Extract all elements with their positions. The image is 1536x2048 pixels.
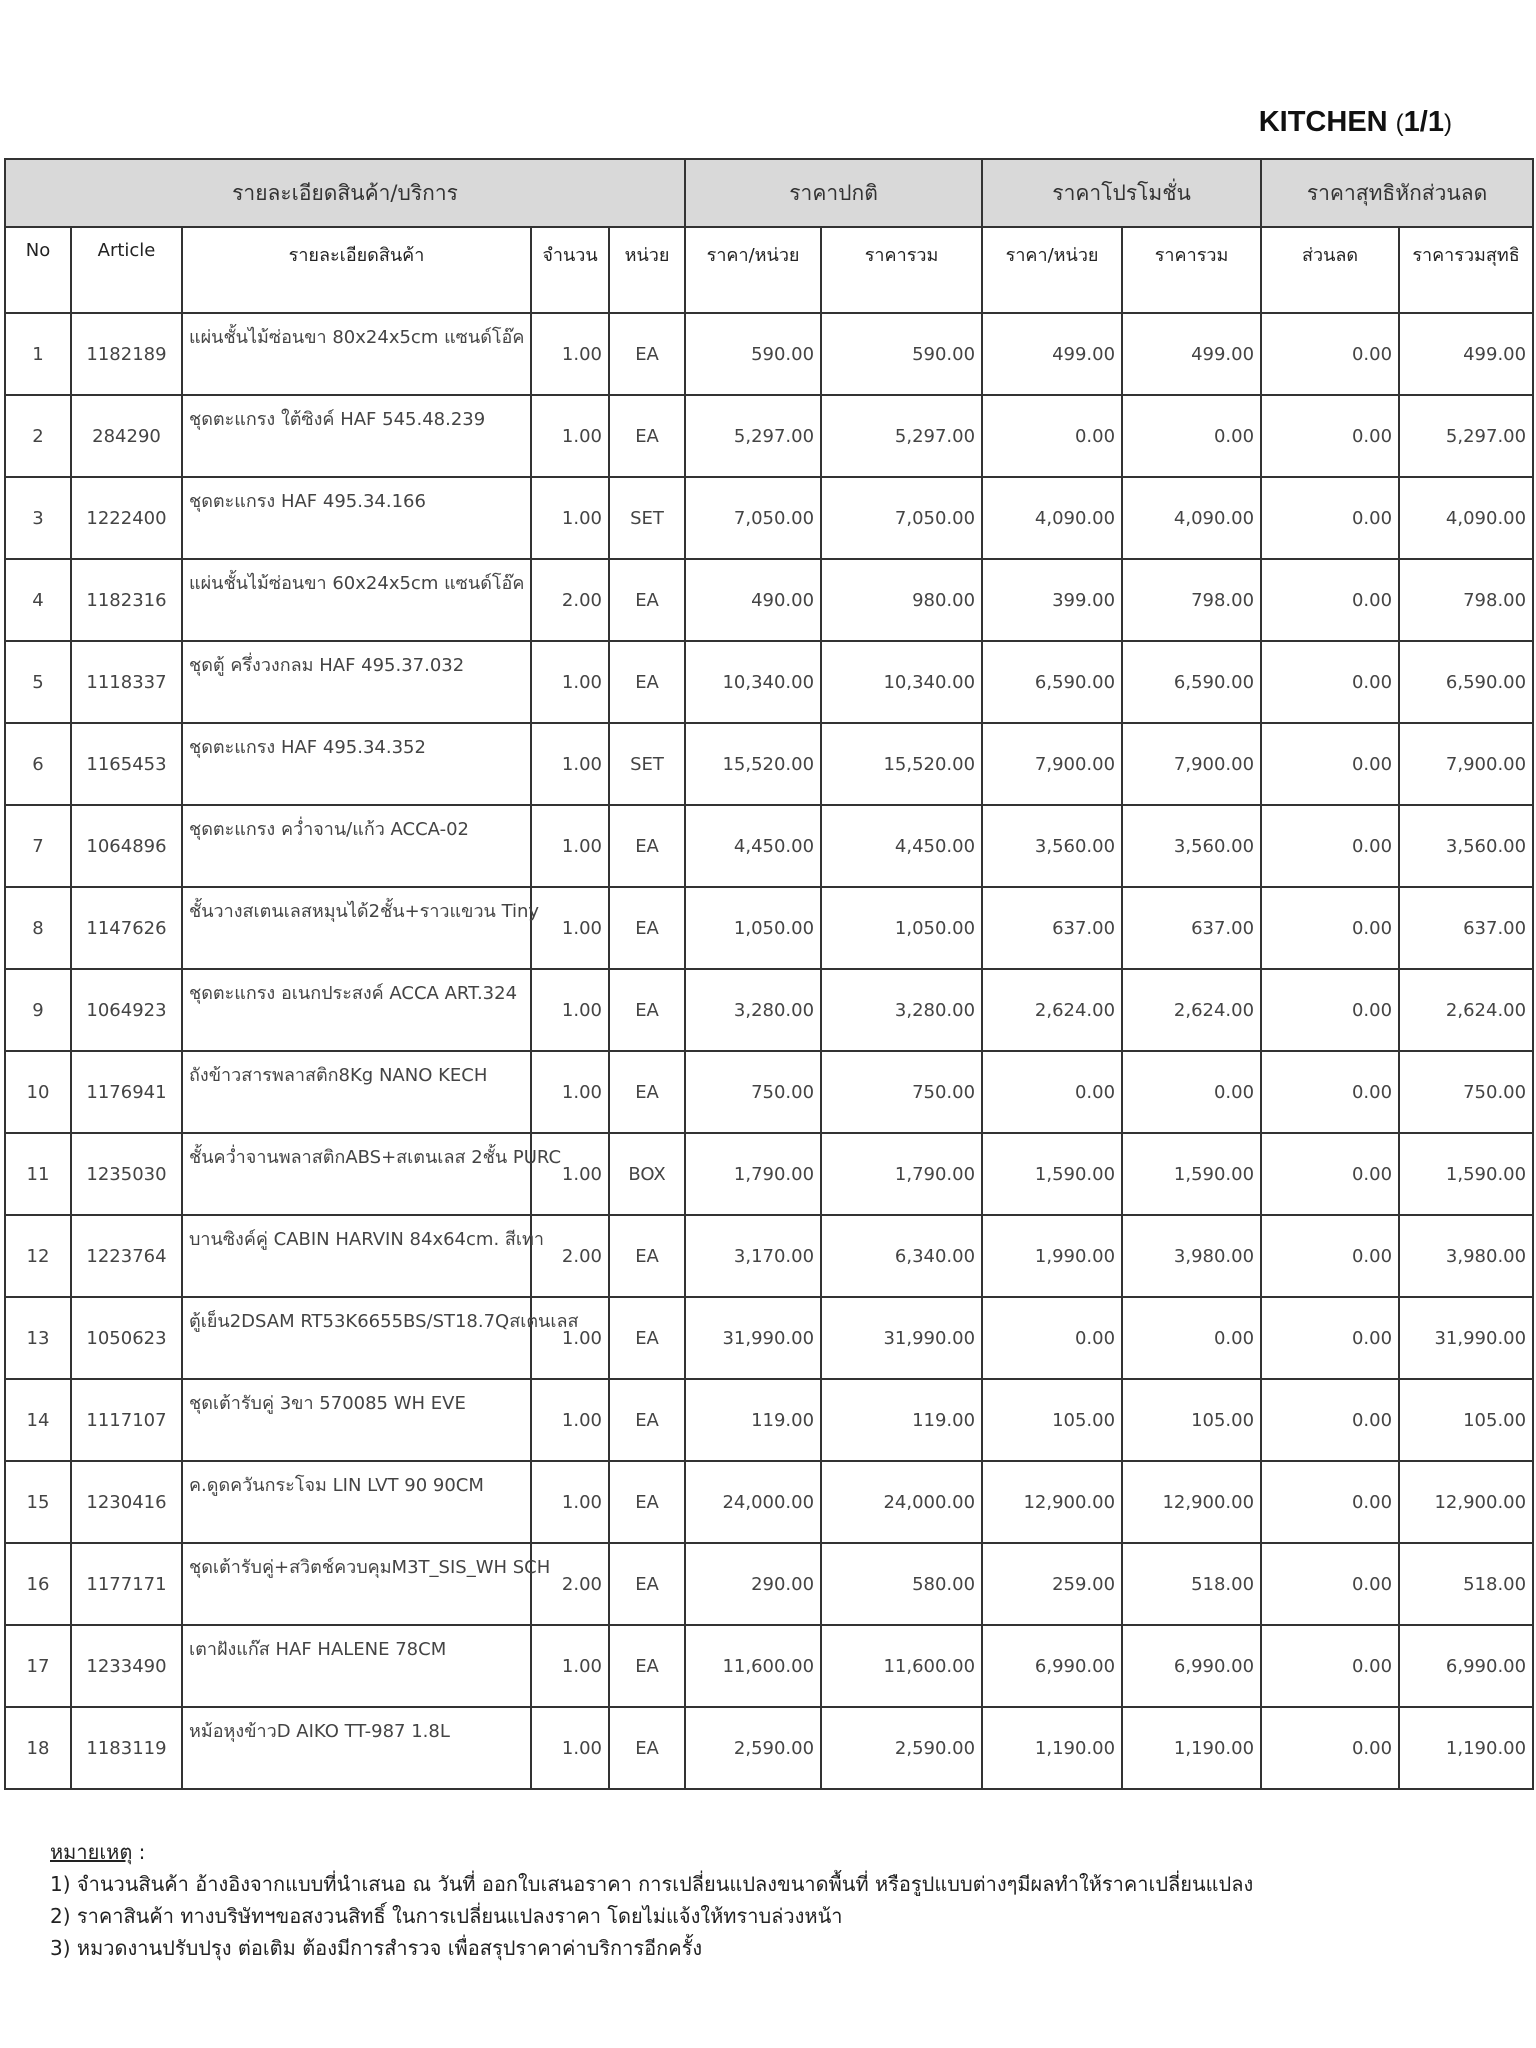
col-header-promo-unit-price: ราคา/หน่วย	[982, 227, 1122, 313]
cell-unit-price: 1,050.00	[685, 887, 821, 969]
cell-net-total: 31,990.00	[1399, 1297, 1533, 1379]
cell-net-total: 499.00	[1399, 313, 1533, 395]
cell-unit: EA	[609, 1215, 685, 1297]
cell-article: 1233490	[71, 1625, 182, 1707]
cell-net-total: 1,190.00	[1399, 1707, 1533, 1789]
cell-promo-total: 798.00	[1122, 559, 1261, 641]
group-header-promotion-price: ราคาโปรโมชั่น	[982, 159, 1261, 227]
cell-discount: 0.00	[1261, 559, 1399, 641]
cell-unit-price: 290.00	[685, 1543, 821, 1625]
cell-unit: EA	[609, 1297, 685, 1379]
cell-total: 5,297.00	[821, 395, 982, 477]
cell-article: 284290	[71, 395, 182, 477]
cell-no: 1	[5, 313, 71, 395]
cell-article: 1147626	[71, 887, 182, 969]
cell-quantity: 1.00	[531, 723, 609, 805]
cell-no: 6	[5, 723, 71, 805]
cell-unit: BOX	[609, 1133, 685, 1215]
cell-net-total: 637.00	[1399, 887, 1533, 969]
group-header-regular-price: ราคาปกติ	[685, 159, 982, 227]
cell-description: แผ่นชั้นไม้ซ่อนขา 60x24x5cm แซนด์โอ๊ค	[182, 559, 531, 641]
cell-article: 1235030	[71, 1133, 182, 1215]
cell-discount: 0.00	[1261, 887, 1399, 969]
cell-no: 2	[5, 395, 71, 477]
cell-unit: EA	[609, 805, 685, 887]
cell-promo-unit-price: 1,990.00	[982, 1215, 1122, 1297]
cell-quantity: 2.00	[531, 1543, 609, 1625]
cell-no: 4	[5, 559, 71, 641]
cell-total: 2,590.00	[821, 1707, 982, 1789]
cell-quantity: 1.00	[531, 641, 609, 723]
cell-promo-unit-price: 0.00	[982, 395, 1122, 477]
table-row	[5, 1133, 1533, 1215]
cell-description: ชุดตะแกรง ใต้ซิงค์ HAF 545.48.239	[182, 395, 531, 477]
cell-promo-unit-price: 7,900.00	[982, 723, 1122, 805]
col-header-discount: ส่วนลด	[1261, 227, 1399, 313]
cell-quantity: 1.00	[531, 477, 609, 559]
cell-unit: EA	[609, 1461, 685, 1543]
cell-net-total: 6,990.00	[1399, 1625, 1533, 1707]
cell-description: ชุดตะแกรง HAF 495.34.352	[182, 723, 531, 805]
cell-unit: EA	[609, 1379, 685, 1461]
col-header-promo-total: ราคารวม	[1122, 227, 1261, 313]
cell-net-total: 1,590.00	[1399, 1133, 1533, 1215]
cell-quantity: 2.00	[531, 1215, 609, 1297]
cell-article: 1223764	[71, 1215, 182, 1297]
cell-no: 18	[5, 1707, 71, 1789]
col-header-article: Article	[71, 227, 182, 313]
group-header-net-price: ราคาสุทธิหักส่วนลด	[1261, 159, 1533, 227]
cell-description: แผ่นชั้นไม้ซ่อนขา 80x24x5cm แซนด์โอ๊ค	[182, 313, 531, 395]
cell-unit: EA	[609, 1707, 685, 1789]
cell-promo-unit-price: 4,090.00	[982, 477, 1122, 559]
cell-promo-total: 637.00	[1122, 887, 1261, 969]
cell-discount: 0.00	[1261, 1461, 1399, 1543]
cell-unit-price: 24,000.00	[685, 1461, 821, 1543]
table-row	[5, 723, 1533, 805]
group-header-row	[5, 159, 1533, 227]
cell-total: 750.00	[821, 1051, 982, 1133]
page-title-text: KITCHEN	[1258, 106, 1388, 138]
cell-total: 7,050.00	[821, 477, 982, 559]
table-row	[5, 477, 1533, 559]
cell-promo-unit-price: 1,190.00	[982, 1707, 1122, 1789]
cell-net-total: 7,900.00	[1399, 723, 1533, 805]
cell-unit-price: 7,050.00	[685, 477, 821, 559]
cell-description: ชั้นวางสเตนเลสหมุนได้2ชั้น+ราวแขวน Tiny	[182, 887, 531, 969]
cell-promo-total: 4,090.00	[1122, 477, 1261, 559]
cell-article: 1117107	[71, 1379, 182, 1461]
cell-net-total: 4,090.00	[1399, 477, 1533, 559]
col-header-net-total: ราคารวมสุทธิ	[1399, 227, 1533, 313]
cell-quantity: 1.00	[531, 1297, 609, 1379]
cell-no: 7	[5, 805, 71, 887]
cell-promo-total: 0.00	[1122, 1051, 1261, 1133]
cell-article: 1182189	[71, 313, 182, 395]
table-row	[5, 969, 1533, 1051]
cell-unit-price: 31,990.00	[685, 1297, 821, 1379]
table-row	[5, 1051, 1533, 1133]
cell-quantity: 1.00	[531, 1133, 609, 1215]
table-row	[5, 313, 1533, 395]
table-row	[5, 559, 1533, 641]
table-row	[5, 887, 1533, 969]
cell-description: ชุดตู้ ครึ่งวงกลม HAF 495.37.032	[182, 641, 531, 723]
table-row	[5, 1707, 1533, 1789]
cell-discount: 0.00	[1261, 1051, 1399, 1133]
cell-promo-unit-price: 0.00	[982, 1051, 1122, 1133]
cell-unit-price: 5,297.00	[685, 395, 821, 477]
cell-net-total: 518.00	[1399, 1543, 1533, 1625]
cell-net-total: 3,980.00	[1399, 1215, 1533, 1297]
note-line: 1) จำนวนสินค้า อ้างอิงจากแบบที่นำเสนอ ณ วันที่ ออกใบเสนอราคา การเปลี่ยนแปลงขนาดพื้นที่ หรือรูปแบบต่างๆมีผลทำให้ราคาเปลี่ยนแปลง	[50, 1872, 1254, 1896]
page-number: 1/1	[1403, 106, 1444, 138]
cell-discount: 0.00	[1261, 313, 1399, 395]
cell-description: ชุดเต้ารับคู่+สวิตช์ควบคุมM3T_SIS_WH SCH	[182, 1543, 531, 1625]
cell-promo-total: 0.00	[1122, 1297, 1261, 1379]
cell-unit: EA	[609, 559, 685, 641]
cell-article: 1050623	[71, 1297, 182, 1379]
cell-description: ถังข้าวสารพลาสติก8Kg NANO KECH	[182, 1051, 531, 1133]
cell-unit-price: 2,590.00	[685, 1707, 821, 1789]
cell-net-total: 105.00	[1399, 1379, 1533, 1461]
cell-article: 1182316	[71, 559, 182, 641]
cell-discount: 0.00	[1261, 1543, 1399, 1625]
cell-net-total: 798.00	[1399, 559, 1533, 641]
cell-description: ชุดตะแกรง อเนกประสงค์ ACCA ART.324	[182, 969, 531, 1051]
page-title	[1259, 106, 1452, 139]
cell-quantity: 1.00	[531, 1379, 609, 1461]
close-paren: )	[1444, 110, 1452, 137]
cell-unit-price: 590.00	[685, 313, 821, 395]
cell-quantity: 1.00	[531, 887, 609, 969]
cell-unit-price: 15,520.00	[685, 723, 821, 805]
cell-no: 13	[5, 1297, 71, 1379]
cell-promo-total: 1,590.00	[1122, 1133, 1261, 1215]
cell-promo-unit-price: 637.00	[982, 887, 1122, 969]
cell-quantity: 1.00	[531, 1461, 609, 1543]
cell-discount: 0.00	[1261, 805, 1399, 887]
cell-description: ชุดเต้ารับคู่ 3ขา 570085 WH EVE	[182, 1379, 531, 1461]
cell-unit-price: 10,340.00	[685, 641, 821, 723]
cell-article: 1183119	[71, 1707, 182, 1789]
cell-total: 24,000.00	[821, 1461, 982, 1543]
cell-discount: 0.00	[1261, 1133, 1399, 1215]
notes-section	[50, 1836, 1253, 1964]
cell-no: 9	[5, 969, 71, 1051]
cell-unit-price: 490.00	[685, 559, 821, 641]
cell-article: 1222400	[71, 477, 182, 559]
cell-total: 4,450.00	[821, 805, 982, 887]
cell-no: 10	[5, 1051, 71, 1133]
cell-promo-unit-price: 105.00	[982, 1379, 1122, 1461]
cell-net-total: 5,297.00	[1399, 395, 1533, 477]
cell-unit-price: 750.00	[685, 1051, 821, 1133]
cell-unit: EA	[609, 313, 685, 395]
cell-discount: 0.00	[1261, 1297, 1399, 1379]
table-row	[5, 395, 1533, 477]
cell-net-total: 3,560.00	[1399, 805, 1533, 887]
table-row	[5, 1215, 1533, 1297]
cell-article: 1118337	[71, 641, 182, 723]
cell-unit-price: 4,450.00	[685, 805, 821, 887]
cell-discount: 0.00	[1261, 723, 1399, 805]
cell-promo-total: 2,624.00	[1122, 969, 1261, 1051]
cell-no: 17	[5, 1625, 71, 1707]
table-row	[5, 805, 1533, 887]
cell-article: 1176941	[71, 1051, 182, 1133]
cell-promo-total: 1,190.00	[1122, 1707, 1261, 1789]
col-header-quantity: จำนวน	[531, 227, 609, 313]
table-row	[5, 1379, 1533, 1461]
cell-total: 31,990.00	[821, 1297, 982, 1379]
cell-article: 1064896	[71, 805, 182, 887]
cell-quantity: 1.00	[531, 313, 609, 395]
cell-description: ชุดตะแกรง คว่ำจาน/แก้ว ACCA-02	[182, 805, 531, 887]
cell-unit-price: 3,280.00	[685, 969, 821, 1051]
cell-unit: EA	[609, 641, 685, 723]
cell-no: 8	[5, 887, 71, 969]
cell-promo-total: 0.00	[1122, 395, 1261, 477]
cell-no: 3	[5, 477, 71, 559]
col-header-total: ราคารวม	[821, 227, 982, 313]
cell-unit: SET	[609, 477, 685, 559]
cell-total: 11,600.00	[821, 1625, 982, 1707]
cell-total: 6,340.00	[821, 1215, 982, 1297]
cell-quantity: 1.00	[531, 395, 609, 477]
cell-article: 1165453	[71, 723, 182, 805]
cell-total: 590.00	[821, 313, 982, 395]
cell-discount: 0.00	[1261, 1215, 1399, 1297]
cell-unit: EA	[609, 969, 685, 1051]
cell-article: 1230416	[71, 1461, 182, 1543]
cell-net-total: 750.00	[1399, 1051, 1533, 1133]
cell-unit-price: 119.00	[685, 1379, 821, 1461]
cell-discount: 0.00	[1261, 1379, 1399, 1461]
col-header-no: No	[5, 227, 71, 313]
cell-no: 5	[5, 641, 71, 723]
cell-unit: EA	[609, 395, 685, 477]
cell-quantity: 1.00	[531, 1051, 609, 1133]
cell-total: 3,280.00	[821, 969, 982, 1051]
cell-no: 11	[5, 1133, 71, 1215]
group-header-details: รายละเอียดสินค้า/บริการ	[5, 159, 685, 227]
cell-promo-unit-price: 3,560.00	[982, 805, 1122, 887]
cell-discount: 0.00	[1261, 641, 1399, 723]
cell-total: 1,790.00	[821, 1133, 982, 1215]
cell-promo-total: 3,560.00	[1122, 805, 1261, 887]
column-header-row	[5, 227, 1533, 313]
notes-colon: :	[132, 1840, 146, 1864]
table-row	[5, 1625, 1533, 1707]
cell-unit-price: 11,600.00	[685, 1625, 821, 1707]
open-paren: (	[1395, 110, 1404, 137]
cell-description: ค.ดูดควันกระโจม LIN LVT 90 90CM	[182, 1461, 531, 1543]
cell-total: 980.00	[821, 559, 982, 641]
cell-total: 1,050.00	[821, 887, 982, 969]
cell-discount: 0.00	[1261, 1625, 1399, 1707]
cell-total: 580.00	[821, 1543, 982, 1625]
cell-total: 15,520.00	[821, 723, 982, 805]
cell-quantity: 2.00	[531, 559, 609, 641]
cell-promo-total: 6,590.00	[1122, 641, 1261, 723]
table-body	[5, 313, 1533, 1789]
cell-description: หม้อหุงข้าวD AIKO TT-987 1.8L	[182, 1707, 531, 1789]
cell-description: ตู้เย็น2DSAM RT53K6655BS/ST18.7Qสเตนเลส	[182, 1297, 531, 1379]
cell-discount: 0.00	[1261, 395, 1399, 477]
cell-promo-total: 3,980.00	[1122, 1215, 1261, 1297]
cell-promo-total: 7,900.00	[1122, 723, 1261, 805]
quotation-table	[4, 158, 1534, 1790]
cell-no: 16	[5, 1543, 71, 1625]
cell-unit: EA	[609, 1625, 685, 1707]
cell-no: 14	[5, 1379, 71, 1461]
cell-promo-unit-price: 0.00	[982, 1297, 1122, 1379]
table-row	[5, 1543, 1533, 1625]
cell-quantity: 1.00	[531, 969, 609, 1051]
col-header-description: รายละเอียดสินค้า	[182, 227, 531, 313]
cell-unit-price: 3,170.00	[685, 1215, 821, 1297]
col-header-unit: หน่วย	[609, 227, 685, 313]
cell-article: 1177171	[71, 1543, 182, 1625]
cell-promo-unit-price: 6,990.00	[982, 1625, 1122, 1707]
cell-description: ชุดตะแกรง HAF 495.34.166	[182, 477, 531, 559]
note-line: 3) หมวดงานปรับปรุง ต่อเติม ต้องมีการสำรวจ เพื่อสรุปราคาค่าบริการอีกครั้ง	[50, 1936, 703, 1960]
cell-net-total: 2,624.00	[1399, 969, 1533, 1051]
cell-description: ชั้นคว่ำจานพลาสติกABS+สเตนเลส 2ชั้น PURC	[182, 1133, 531, 1215]
cell-quantity: 1.00	[531, 1707, 609, 1789]
cell-unit: SET	[609, 723, 685, 805]
cell-discount: 0.00	[1261, 477, 1399, 559]
cell-description: บานซิงค์คู่ CABIN HARVIN 84x64cm. สีเทา	[182, 1215, 531, 1297]
cell-promo-unit-price: 6,590.00	[982, 641, 1122, 723]
cell-quantity: 1.00	[531, 805, 609, 887]
cell-promo-unit-price: 499.00	[982, 313, 1122, 395]
cell-net-total: 6,590.00	[1399, 641, 1533, 723]
cell-promo-total: 499.00	[1122, 313, 1261, 395]
cell-quantity: 1.00	[531, 1625, 609, 1707]
table-row	[5, 1297, 1533, 1379]
cell-unit-price: 1,790.00	[685, 1133, 821, 1215]
cell-no: 15	[5, 1461, 71, 1543]
cell-description: เตาฝังแก๊ส HAF HALENE 78CM	[182, 1625, 531, 1707]
cell-discount: 0.00	[1261, 1707, 1399, 1789]
cell-net-total: 12,900.00	[1399, 1461, 1533, 1543]
cell-promo-unit-price: 12,900.00	[982, 1461, 1122, 1543]
cell-promo-unit-price: 259.00	[982, 1543, 1122, 1625]
cell-unit: EA	[609, 887, 685, 969]
cell-promo-total: 105.00	[1122, 1379, 1261, 1461]
cell-article: 1064923	[71, 969, 182, 1051]
cell-promo-unit-price: 1,590.00	[982, 1133, 1122, 1215]
notes-title: หมายเหตุ	[50, 1840, 133, 1864]
cell-unit: EA	[609, 1051, 685, 1133]
cell-no: 12	[5, 1215, 71, 1297]
cell-unit: EA	[609, 1543, 685, 1625]
cell-promo-total: 12,900.00	[1122, 1461, 1261, 1543]
cell-promo-unit-price: 2,624.00	[982, 969, 1122, 1051]
cell-discount: 0.00	[1261, 969, 1399, 1051]
table-row	[5, 1461, 1533, 1543]
cell-promo-total: 518.00	[1122, 1543, 1261, 1625]
col-header-unit-price: ราคา/หน่วย	[685, 227, 821, 313]
table-row	[5, 641, 1533, 723]
cell-promo-unit-price: 399.00	[982, 559, 1122, 641]
note-line: 2) ราคาสินค้า ทางบริษัทฯขอสงวนสิทธิ์ ในการเปลี่ยนแปลงราคา โดยไม่แจ้งให้ทราบล่วงหน้า	[50, 1904, 843, 1928]
cell-total: 10,340.00	[821, 641, 982, 723]
cell-promo-total: 6,990.00	[1122, 1625, 1261, 1707]
cell-total: 119.00	[821, 1379, 982, 1461]
